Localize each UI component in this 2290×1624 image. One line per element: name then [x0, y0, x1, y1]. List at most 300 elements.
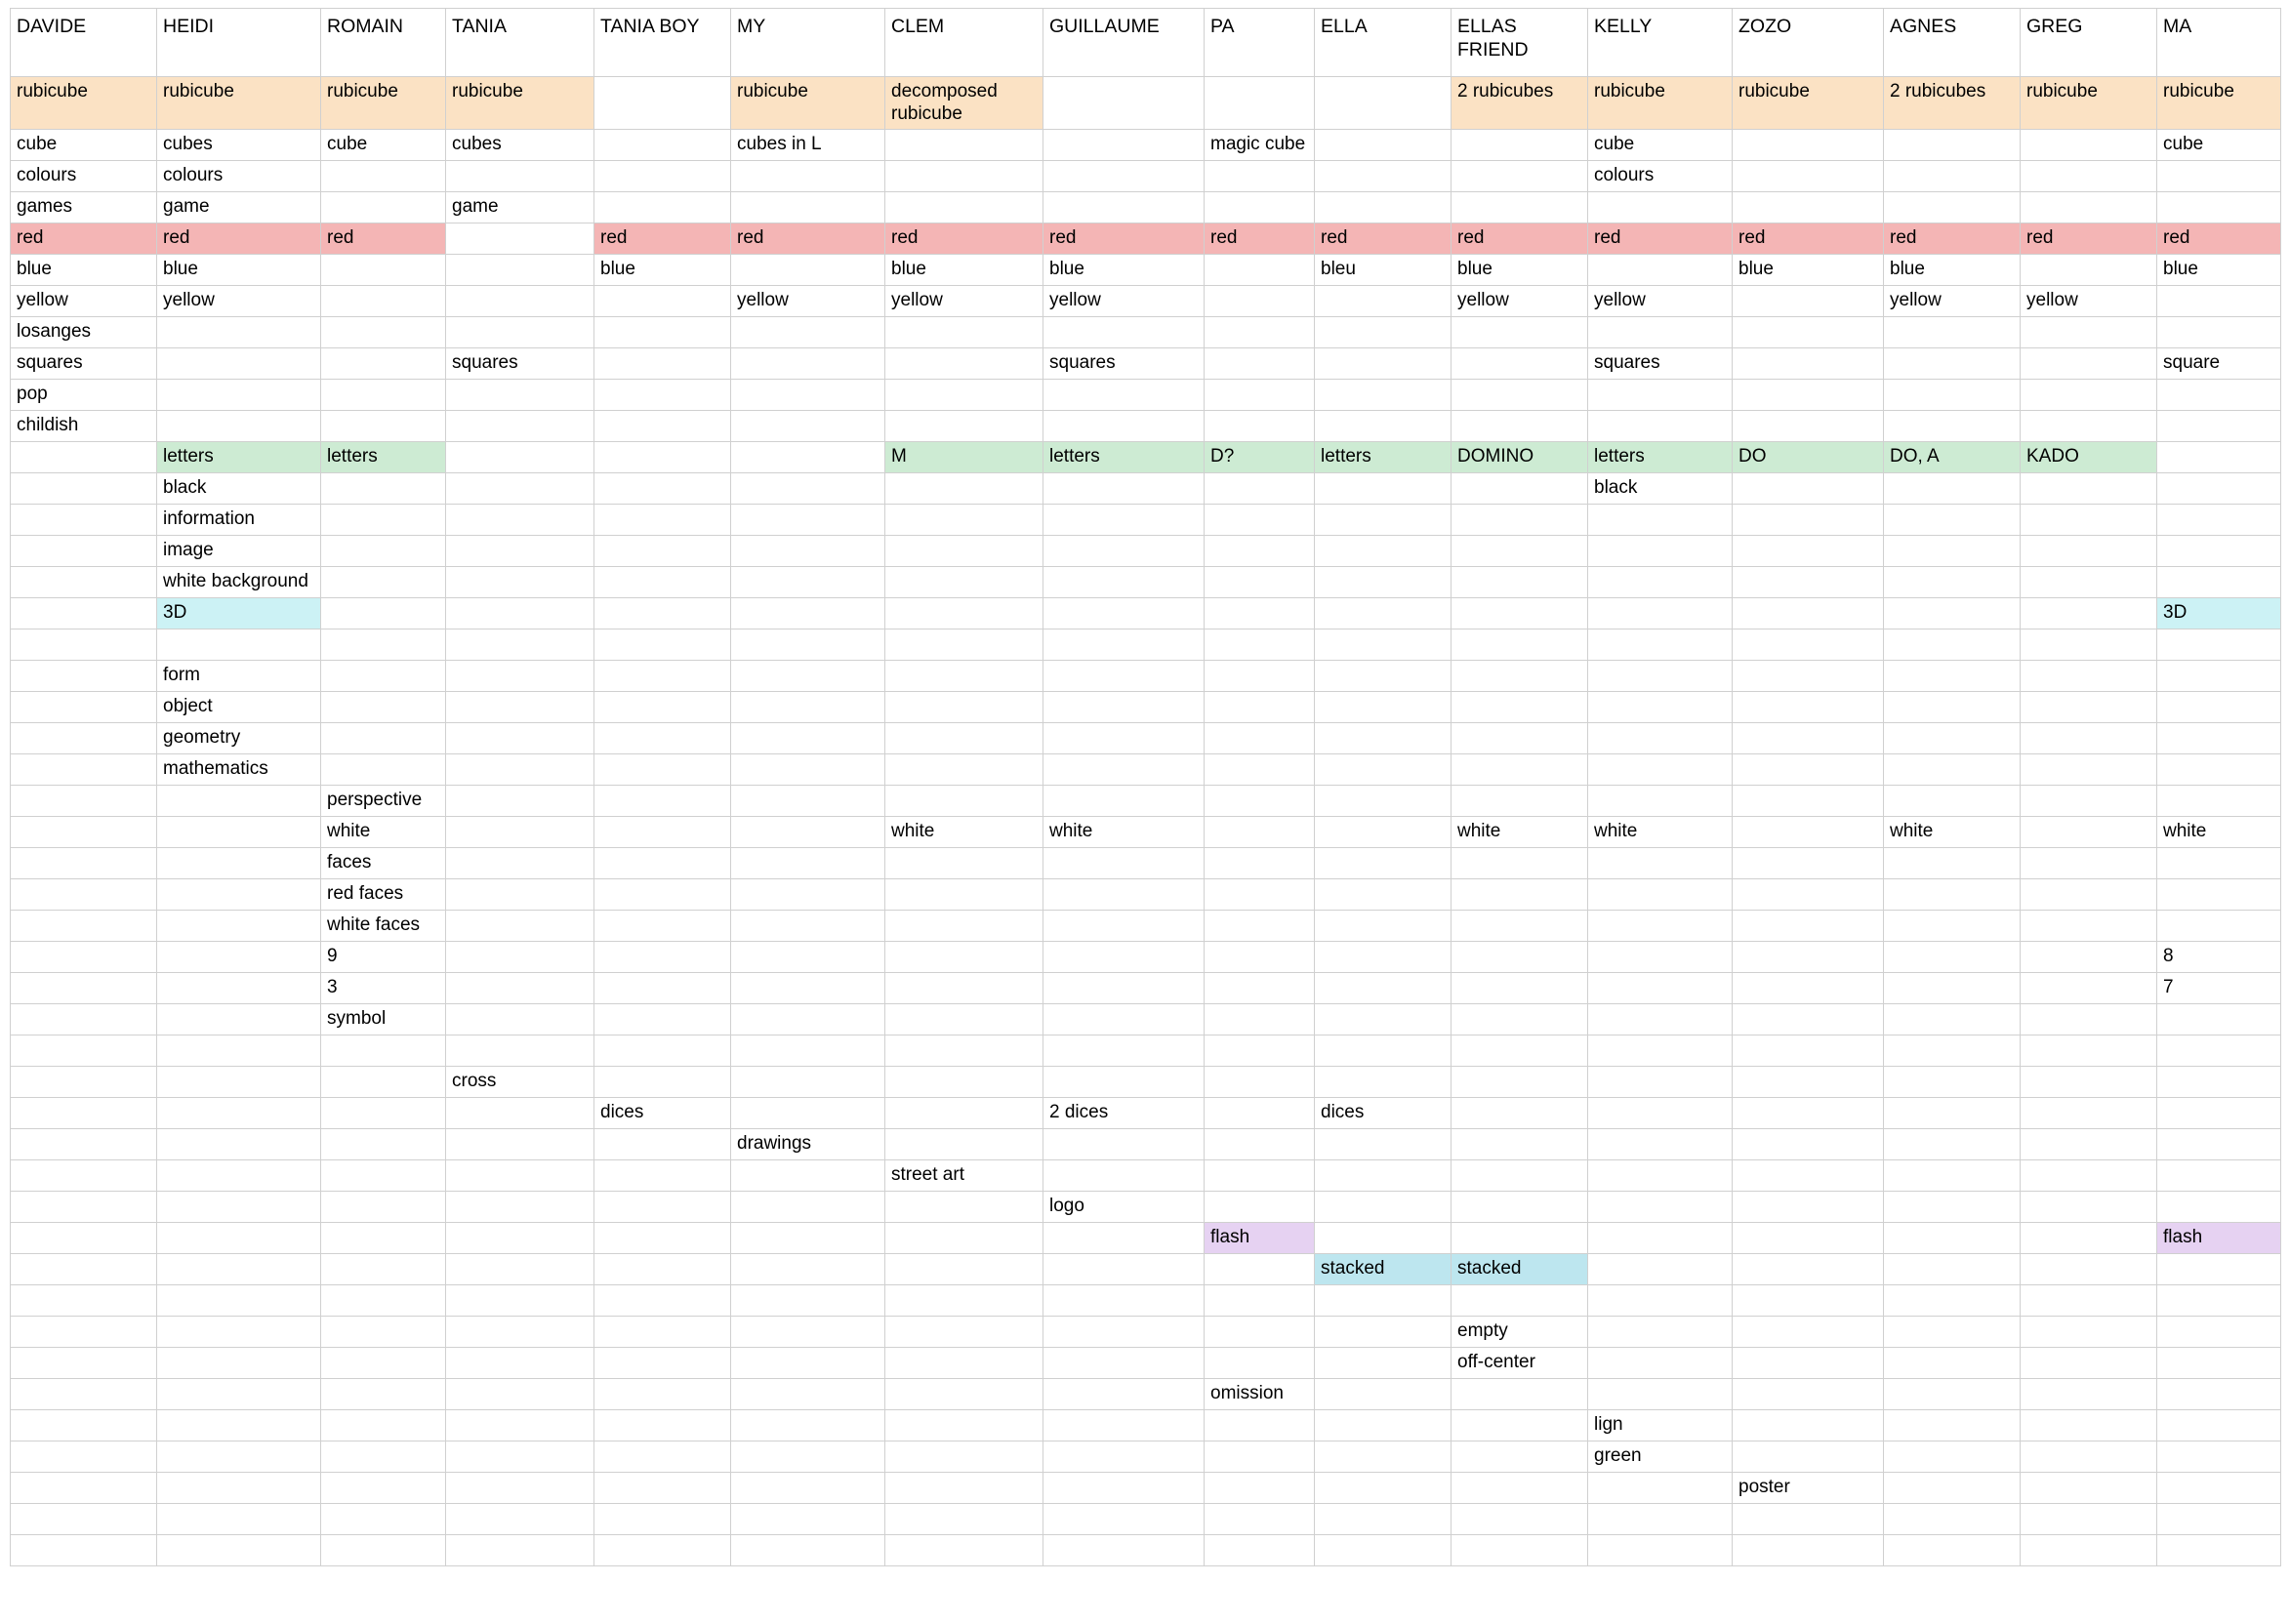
table-cell[interactable]	[2021, 598, 2157, 629]
table-cell[interactable]	[446, 598, 594, 629]
table-cell[interactable]	[1043, 192, 1205, 223]
table-cell[interactable]: yellow	[885, 286, 1043, 317]
table-cell[interactable]	[1315, 567, 1452, 598]
table-cell[interactable]	[1884, 661, 2021, 692]
table-cell[interactable]	[1588, 1129, 1733, 1160]
table-cell[interactable]	[594, 911, 731, 942]
table-cell[interactable]	[1043, 1410, 1205, 1441]
table-cell[interactable]	[885, 879, 1043, 911]
table-cell[interactable]	[446, 223, 594, 255]
table-cell[interactable]: object	[157, 692, 321, 723]
table-cell[interactable]	[446, 1317, 594, 1348]
table-cell[interactable]	[11, 661, 157, 692]
table-cell[interactable]	[1733, 317, 1884, 348]
table-cell[interactable]	[1452, 786, 1588, 817]
table-cell[interactable]	[1884, 1004, 2021, 1035]
table-cell[interactable]	[1884, 1379, 2021, 1410]
table-cell[interactable]	[1588, 848, 1733, 879]
table-cell[interactable]	[594, 1254, 731, 1285]
table-cell[interactable]	[594, 754, 731, 786]
column-header-zozo[interactable]: ZOZO	[1733, 9, 1884, 77]
table-cell[interactable]	[594, 77, 731, 130]
table-cell[interactable]	[2157, 723, 2281, 754]
table-cell[interactable]: blue	[1733, 255, 1884, 286]
table-cell[interactable]	[157, 817, 321, 848]
table-cell[interactable]	[1205, 598, 1315, 629]
table-cell[interactable]	[2157, 1285, 2281, 1317]
table-cell[interactable]	[321, 692, 446, 723]
table-cell[interactable]	[1205, 1192, 1315, 1223]
table-cell[interactable]	[446, 255, 594, 286]
table-cell[interactable]	[731, 1441, 885, 1473]
table-cell[interactable]	[1452, 380, 1588, 411]
table-cell[interactable]	[1315, 130, 1452, 161]
table-cell[interactable]	[1205, 505, 1315, 536]
table-cell[interactable]	[731, 1317, 885, 1348]
table-cell[interactable]: yellow	[2021, 286, 2157, 317]
table-cell[interactable]: blue	[885, 255, 1043, 286]
table-cell[interactable]	[1452, 473, 1588, 505]
table-cell[interactable]	[1884, 1035, 2021, 1067]
table-cell[interactable]	[11, 1004, 157, 1035]
table-cell[interactable]	[594, 1004, 731, 1035]
table-cell[interactable]: yellow	[1884, 286, 2021, 317]
table-cell[interactable]	[1884, 973, 2021, 1004]
table-cell[interactable]	[2021, 348, 2157, 380]
table-cell[interactable]	[1315, 380, 1452, 411]
table-cell[interactable]	[594, 723, 731, 754]
table-cell[interactable]	[11, 598, 157, 629]
table-cell[interactable]	[1884, 1504, 2021, 1535]
table-cell[interactable]	[2157, 629, 2281, 661]
table-cell[interactable]	[731, 629, 885, 661]
table-cell[interactable]	[1205, 1160, 1315, 1192]
table-cell[interactable]: DO, A	[1884, 442, 2021, 473]
table-cell[interactable]: cube	[2157, 130, 2281, 161]
table-cell[interactable]	[321, 754, 446, 786]
table-cell[interactable]	[1043, 411, 1205, 442]
table-cell[interactable]	[1884, 879, 2021, 911]
table-cell[interactable]	[731, 255, 885, 286]
table-cell[interactable]	[1315, 161, 1452, 192]
table-cell[interactable]	[2021, 505, 2157, 536]
table-cell[interactable]	[594, 1410, 731, 1441]
table-cell[interactable]	[731, 973, 885, 1004]
table-cell[interactable]	[1043, 317, 1205, 348]
table-cell[interactable]	[1315, 1441, 1452, 1473]
column-header-guillaume[interactable]: GUILLAUME	[1043, 9, 1205, 77]
table-cell[interactable]: poster	[1733, 1473, 1884, 1504]
table-cell[interactable]	[885, 192, 1043, 223]
table-cell[interactable]	[885, 1410, 1043, 1441]
table-cell[interactable]	[1588, 192, 1733, 223]
table-cell[interactable]	[157, 1067, 321, 1098]
table-cell[interactable]	[157, 911, 321, 942]
table-cell[interactable]	[321, 629, 446, 661]
table-cell[interactable]	[11, 1285, 157, 1317]
table-cell[interactable]	[1043, 723, 1205, 754]
table-cell[interactable]	[11, 1441, 157, 1473]
table-cell[interactable]	[1733, 786, 1884, 817]
table-cell[interactable]: cube	[321, 130, 446, 161]
table-cell[interactable]	[2021, 754, 2157, 786]
table-cell[interactable]	[446, 754, 594, 786]
table-cell[interactable]	[1315, 1129, 1452, 1160]
table-cell[interactable]: 3	[321, 973, 446, 1004]
table-cell[interactable]	[1205, 1285, 1315, 1317]
table-cell[interactable]	[446, 505, 594, 536]
table-cell[interactable]	[2157, 161, 2281, 192]
table-cell[interactable]: squares	[11, 348, 157, 380]
table-cell[interactable]: image	[157, 536, 321, 567]
table-cell[interactable]	[1588, 723, 1733, 754]
table-cell[interactable]	[2021, 1098, 2157, 1129]
table-cell[interactable]	[1884, 786, 2021, 817]
table-cell[interactable]: form	[157, 661, 321, 692]
table-cell[interactable]	[885, 942, 1043, 973]
table-cell[interactable]	[885, 1098, 1043, 1129]
table-cell[interactable]	[1315, 1223, 1452, 1254]
table-cell[interactable]	[1315, 1285, 1452, 1317]
table-cell[interactable]: red	[1452, 223, 1588, 255]
table-cell[interactable]	[1884, 1067, 2021, 1098]
table-cell[interactable]	[1452, 1504, 1588, 1535]
table-cell[interactable]	[885, 1504, 1043, 1535]
table-cell[interactable]	[1452, 1535, 1588, 1566]
table-cell[interactable]	[11, 1504, 157, 1535]
table-cell[interactable]	[731, 1504, 885, 1535]
table-cell[interactable]	[1733, 1441, 1884, 1473]
table-cell[interactable]	[2021, 1160, 2157, 1192]
table-cell[interactable]	[885, 692, 1043, 723]
table-cell[interactable]: colours	[157, 161, 321, 192]
table-cell[interactable]	[321, 161, 446, 192]
table-cell[interactable]: red	[1205, 223, 1315, 255]
table-cell[interactable]	[2021, 1441, 2157, 1473]
table-cell[interactable]	[11, 692, 157, 723]
table-cell[interactable]	[2021, 786, 2157, 817]
table-cell[interactable]	[2021, 1223, 2157, 1254]
table-cell[interactable]	[157, 1504, 321, 1535]
table-cell[interactable]	[731, 754, 885, 786]
table-cell[interactable]	[731, 1348, 885, 1379]
table-cell[interactable]	[11, 1192, 157, 1223]
table-cell[interactable]	[731, 848, 885, 879]
table-cell[interactable]	[594, 411, 731, 442]
table-cell[interactable]	[1733, 692, 1884, 723]
table-cell[interactable]	[885, 1473, 1043, 1504]
table-cell[interactable]: white	[2157, 817, 2281, 848]
table-cell[interactable]	[2021, 536, 2157, 567]
table-cell[interactable]	[2021, 1504, 2157, 1535]
table-cell[interactable]	[11, 505, 157, 536]
table-cell[interactable]	[594, 1285, 731, 1317]
table-cell[interactable]	[1205, 1410, 1315, 1441]
table-cell[interactable]: white faces	[321, 911, 446, 942]
table-cell[interactable]	[11, 879, 157, 911]
table-cell[interactable]: blue	[1043, 255, 1205, 286]
table-cell[interactable]	[446, 942, 594, 973]
table-cell[interactable]	[446, 567, 594, 598]
table-cell[interactable]: game	[446, 192, 594, 223]
table-cell[interactable]	[1315, 348, 1452, 380]
table-cell[interactable]: 2 dices	[1043, 1098, 1205, 1129]
table-cell[interactable]: cubes	[157, 130, 321, 161]
table-cell[interactable]	[1452, 942, 1588, 973]
table-cell[interactable]	[1884, 598, 2021, 629]
table-cell[interactable]	[157, 879, 321, 911]
table-cell[interactable]	[321, 1379, 446, 1410]
table-cell[interactable]	[1315, 192, 1452, 223]
table-cell[interactable]	[1884, 1129, 2021, 1160]
table-cell[interactable]	[885, 598, 1043, 629]
table-cell[interactable]	[1588, 1004, 1733, 1035]
table-cell[interactable]	[594, 1535, 731, 1566]
table-cell[interactable]	[594, 1348, 731, 1379]
table-cell[interactable]	[2021, 1192, 2157, 1223]
table-cell[interactable]	[446, 1254, 594, 1285]
table-cell[interactable]	[446, 848, 594, 879]
table-cell[interactable]	[446, 1004, 594, 1035]
table-cell[interactable]	[321, 1035, 446, 1067]
table-cell[interactable]	[1452, 1223, 1588, 1254]
table-cell[interactable]	[1733, 1379, 1884, 1410]
table-cell[interactable]	[1733, 754, 1884, 786]
table-cell[interactable]	[1588, 505, 1733, 536]
table-cell[interactable]	[1315, 786, 1452, 817]
table-cell[interactable]	[731, 317, 885, 348]
table-cell[interactable]	[446, 1410, 594, 1441]
table-cell[interactable]	[1452, 1160, 1588, 1192]
table-cell[interactable]: cube	[1588, 130, 1733, 161]
table-cell[interactable]	[1205, 348, 1315, 380]
table-cell[interactable]: green	[1588, 1441, 1733, 1473]
table-cell[interactable]	[2021, 1004, 2157, 1035]
table-cell[interactable]	[731, 723, 885, 754]
table-cell[interactable]	[1205, 380, 1315, 411]
table-cell[interactable]	[2021, 661, 2157, 692]
table-cell[interactable]	[1205, 692, 1315, 723]
table-cell[interactable]	[885, 473, 1043, 505]
table-cell[interactable]	[1733, 723, 1884, 754]
table-cell[interactable]	[594, 786, 731, 817]
table-cell[interactable]	[594, 692, 731, 723]
table-cell[interactable]	[2021, 1035, 2157, 1067]
table-cell[interactable]	[885, 911, 1043, 942]
table-cell[interactable]	[1588, 317, 1733, 348]
table-cell[interactable]	[1588, 661, 1733, 692]
table-cell[interactable]	[2021, 255, 2157, 286]
table-cell[interactable]	[2021, 1535, 2157, 1566]
table-cell[interactable]	[1043, 1035, 1205, 1067]
table-cell[interactable]	[11, 473, 157, 505]
table-cell[interactable]	[731, 1285, 885, 1317]
table-cell[interactable]	[2021, 942, 2157, 973]
table-cell[interactable]	[1205, 1129, 1315, 1160]
table-cell[interactable]	[731, 536, 885, 567]
table-cell[interactable]: losanges	[11, 317, 157, 348]
table-cell[interactable]: blue	[11, 255, 157, 286]
table-cell[interactable]	[2157, 1067, 2281, 1098]
table-cell[interactable]	[2021, 130, 2157, 161]
table-cell[interactable]	[2157, 786, 2281, 817]
table-cell[interactable]	[594, 1129, 731, 1160]
table-cell[interactable]	[321, 1348, 446, 1379]
table-cell[interactable]	[1588, 754, 1733, 786]
table-cell[interactable]	[1205, 255, 1315, 286]
table-cell[interactable]	[1205, 879, 1315, 911]
table-cell[interactable]	[731, 411, 885, 442]
table-cell[interactable]	[1733, 536, 1884, 567]
table-cell[interactable]	[446, 1098, 594, 1129]
table-cell[interactable]	[1205, 848, 1315, 879]
table-cell[interactable]	[1452, 505, 1588, 536]
table-cell[interactable]	[1315, 629, 1452, 661]
table-cell[interactable]	[2157, 1410, 2281, 1441]
table-cell[interactable]	[731, 192, 885, 223]
table-cell[interactable]	[731, 786, 885, 817]
table-cell[interactable]	[885, 130, 1043, 161]
table-cell[interactable]: red	[594, 223, 731, 255]
table-cell[interactable]	[1452, 1004, 1588, 1035]
table-cell[interactable]: KADO	[2021, 442, 2157, 473]
table-cell[interactable]	[885, 786, 1043, 817]
table-cell[interactable]	[1205, 1473, 1315, 1504]
column-header-davide[interactable]: DAVIDE	[11, 9, 157, 77]
table-cell[interactable]	[1315, 973, 1452, 1004]
table-cell[interactable]	[1205, 77, 1315, 130]
table-cell[interactable]	[1733, 1504, 1884, 1535]
table-cell[interactable]	[2157, 661, 2281, 692]
table-cell[interactable]	[1315, 77, 1452, 130]
table-cell[interactable]: colours	[1588, 161, 1733, 192]
table-cell[interactable]	[321, 348, 446, 380]
table-cell[interactable]	[1205, 973, 1315, 1004]
table-cell[interactable]	[1588, 1192, 1733, 1223]
column-header-clem[interactable]: CLEM	[885, 9, 1043, 77]
table-cell[interactable]	[594, 286, 731, 317]
table-cell[interactable]	[594, 567, 731, 598]
table-cell[interactable]	[1452, 692, 1588, 723]
table-cell[interactable]	[321, 567, 446, 598]
table-cell[interactable]: red	[11, 223, 157, 255]
table-cell[interactable]: black	[1588, 473, 1733, 505]
table-cell[interactable]	[446, 473, 594, 505]
table-cell[interactable]	[1205, 161, 1315, 192]
table-cell[interactable]	[2157, 1441, 2281, 1473]
table-cell[interactable]	[11, 629, 157, 661]
table-cell[interactable]	[1043, 973, 1205, 1004]
table-cell[interactable]	[1588, 598, 1733, 629]
table-cell[interactable]: cross	[446, 1067, 594, 1098]
table-cell[interactable]	[1315, 1504, 1452, 1535]
table-cell[interactable]	[594, 1067, 731, 1098]
table-cell[interactable]	[2021, 1410, 2157, 1441]
table-cell[interactable]: yellow	[1043, 286, 1205, 317]
table-cell[interactable]	[446, 161, 594, 192]
table-cell[interactable]	[731, 1035, 885, 1067]
table-cell[interactable]	[1315, 1535, 1452, 1566]
table-cell[interactable]	[1884, 942, 2021, 973]
table-cell[interactable]	[1315, 1035, 1452, 1067]
table-cell[interactable]	[1315, 879, 1452, 911]
table-cell[interactable]	[1315, 473, 1452, 505]
table-cell[interactable]	[2157, 1098, 2281, 1129]
table-cell[interactable]	[1588, 1348, 1733, 1379]
table-cell[interactable]	[731, 348, 885, 380]
table-cell[interactable]	[1315, 1410, 1452, 1441]
table-cell[interactable]	[731, 817, 885, 848]
table-cell[interactable]: cubes in L	[731, 130, 885, 161]
table-cell[interactable]	[1588, 692, 1733, 723]
table-cell[interactable]	[1884, 1223, 2021, 1254]
table-cell[interactable]: stacked	[1452, 1254, 1588, 1285]
table-cell[interactable]: flash	[1205, 1223, 1315, 1254]
table-cell[interactable]	[731, 1254, 885, 1285]
table-cell[interactable]	[2157, 473, 2281, 505]
table-cell[interactable]: omission	[1205, 1379, 1315, 1410]
table-cell[interactable]	[594, 1504, 731, 1535]
table-cell[interactable]	[321, 1192, 446, 1223]
table-cell[interactable]	[1452, 1192, 1588, 1223]
table-cell[interactable]: games	[11, 192, 157, 223]
table-cell[interactable]	[1733, 911, 1884, 942]
table-cell[interactable]	[1043, 536, 1205, 567]
table-cell[interactable]	[2021, 192, 2157, 223]
table-cell[interactable]	[1884, 754, 2021, 786]
table-cell[interactable]	[1315, 1473, 1452, 1504]
table-cell[interactable]	[1043, 130, 1205, 161]
table-cell[interactable]	[731, 1379, 885, 1410]
table-cell[interactable]	[1043, 1067, 1205, 1098]
table-cell[interactable]	[1452, 1441, 1588, 1473]
table-cell[interactable]: yellow	[1588, 286, 1733, 317]
table-cell[interactable]	[157, 348, 321, 380]
table-cell[interactable]: mathematics	[157, 754, 321, 786]
table-cell[interactable]	[446, 536, 594, 567]
table-cell[interactable]: rubicube	[321, 77, 446, 130]
table-cell[interactable]	[885, 1348, 1043, 1379]
table-cell[interactable]	[1588, 1285, 1733, 1317]
table-cell[interactable]	[1733, 1348, 1884, 1379]
column-header-my[interactable]: MY	[731, 9, 885, 77]
table-cell[interactable]	[1733, 1254, 1884, 1285]
table-cell[interactable]	[1043, 1129, 1205, 1160]
table-cell[interactable]	[594, 1035, 731, 1067]
table-cell[interactable]	[1588, 973, 1733, 1004]
table-cell[interactable]	[2021, 317, 2157, 348]
table-cell[interactable]	[157, 1348, 321, 1379]
table-cell[interactable]	[1884, 1535, 2021, 1566]
table-cell[interactable]: red	[2021, 223, 2157, 255]
table-cell[interactable]	[11, 1129, 157, 1160]
table-cell[interactable]	[1452, 1098, 1588, 1129]
table-cell[interactable]	[1884, 1473, 2021, 1504]
table-cell[interactable]: blue	[2157, 255, 2281, 286]
table-cell[interactable]	[1043, 1004, 1205, 1035]
table-cell[interactable]	[321, 1317, 446, 1348]
table-cell[interactable]	[446, 629, 594, 661]
table-cell[interactable]: logo	[1043, 1192, 1205, 1223]
table-cell[interactable]	[731, 1160, 885, 1192]
table-cell[interactable]	[2157, 879, 2281, 911]
table-cell[interactable]	[594, 161, 731, 192]
table-cell[interactable]: white	[321, 817, 446, 848]
table-cell[interactable]	[1588, 629, 1733, 661]
table-cell[interactable]	[11, 1098, 157, 1129]
column-header-kelly[interactable]: KELLY	[1588, 9, 1733, 77]
table-cell[interactable]	[2021, 1317, 2157, 1348]
